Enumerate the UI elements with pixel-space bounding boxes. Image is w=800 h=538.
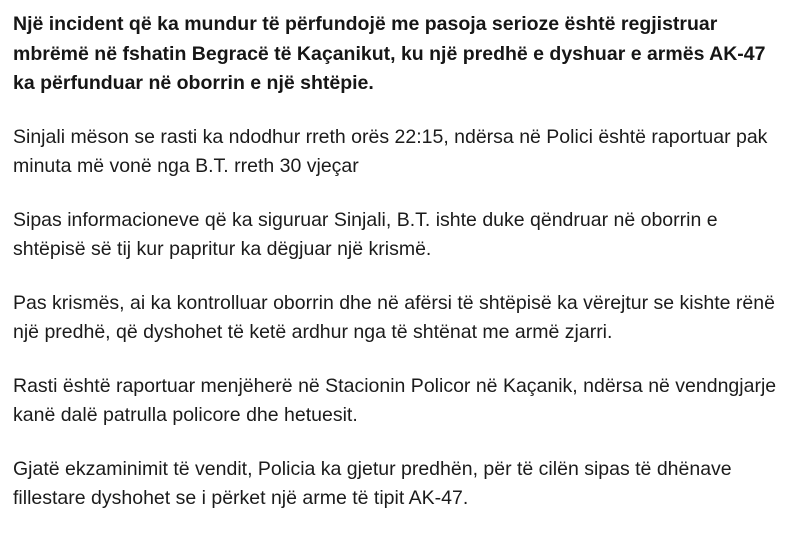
article-paragraph-2: Sipas informacioneve që ka siguruar Sinjali, B.T. ishte duke qëndruar në oborrin e shtëpisë së tij kur papritur ka dëgjuar një krismë. <box>13 208 718 260</box>
article-paragraph-4: Rasti është raportuar menjëherë në Stacionin Policor në Kaçanik, ndërsa në vendngjarje kanë dalë patrulla policore dhe hetuesit. <box>13 374 777 426</box>
article-paragraph-3: Pas krismës, ai ka kontrolluar oborrin dhe në afërsi të shtëpisë ka vërejtur se kishte rënë një predhë, që dyshohet të ketë ardhur nga të shtënat me armë zjarri. <box>13 291 775 343</box>
article-lead: Një incident që ka mundur të përfundojë me pasoja serioze është regjistruar mbrëmë në fshatin Begracë të Kaçanikut, ku një predhë e dyshuar e armës AK-47 ka përfunduar në oborrin e një shtëpie. <box>13 13 766 94</box>
article-paragraph-5: Gjatë ekzaminimit të vendit, Policia ka gjetur predhën, për të cilën sipas të dhënave fillestare dyshohet se i përket një arme të tipit AK-47. <box>13 457 732 509</box>
article-body <box>13 10 791 538</box>
article-paragraph-1: Sinjali mëson se rasti ka ndodhur rreth orës 22:15, ndërsa në Polici është raportuar pak minuta më vonë nga B.T. rreth 30 vjeçar <box>13 125 768 177</box>
